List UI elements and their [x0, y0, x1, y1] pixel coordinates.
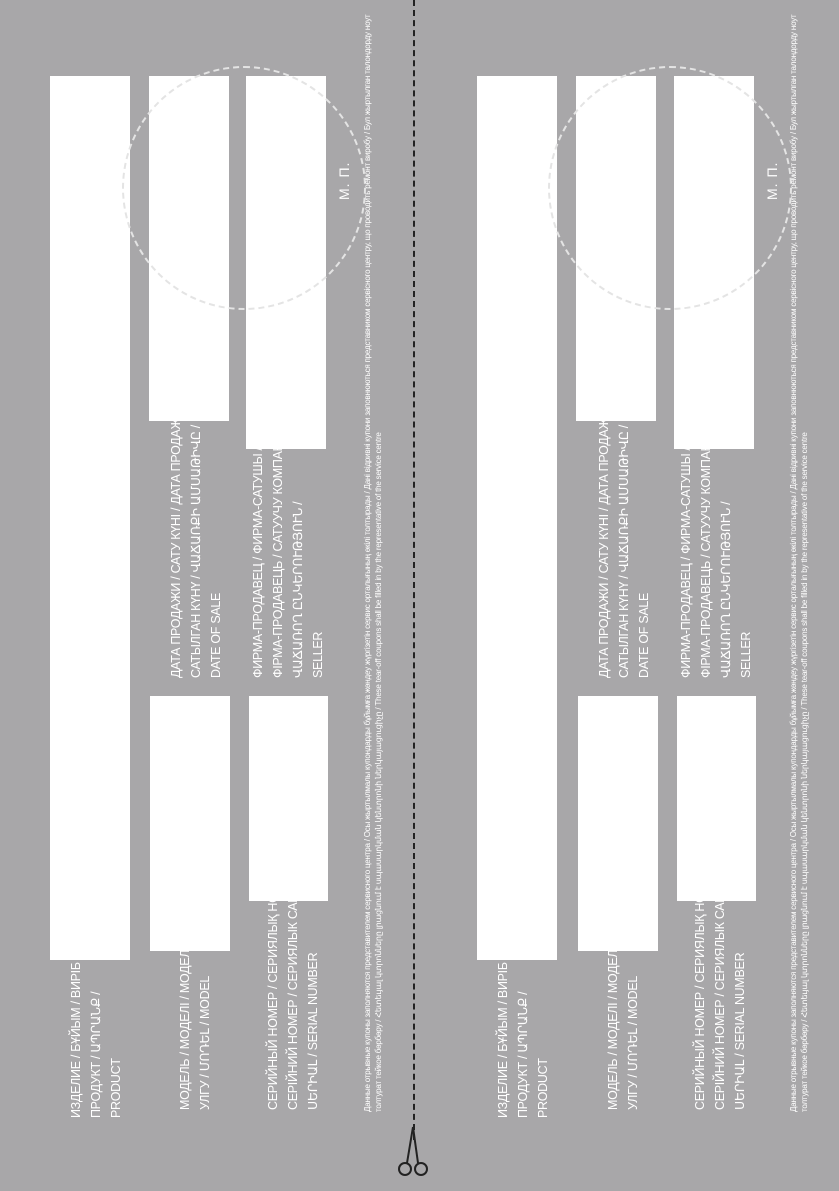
product-field[interactable] — [477, 76, 557, 960]
serial-number-label: СЕРИЙНЫЙ НОМЕР / СЕРИЯЛЫҚ НӨМІРІ / СЕРІЙНИЙ НОМЕР / СЕРИЯЛЫК САНЫ / ՍԵՐԻԱԼ / SERIAL NUMBER — [266, 862, 320, 1110]
stamp-label: М. П. — [336, 161, 352, 200]
model-field[interactable] — [150, 696, 230, 951]
model-label: МОДЕЛЬ / МОДЕЛІ / МОДЕЛЬ / УЛГУ / ՄՈԴԵԼ / MODEL — [606, 935, 640, 1110]
instruction-note: Данные отрывные купоны заполняются представителем сервисного центра / Осы жыртылмалы купондарды бұйымға жөндеу жүргізетін сервис орталығының өкілі толтырады / Дані відривні купони заповнюються представником сервісного центру, що проводить ремонт виробу / Бул жыртылган талондорду ноут толтурат тейкое бөрбөру / Հետեւյալ կտրոնները լրացնում է սպասարկման կենտրոնի ներկայացուցիչը / These tear-off coupons shall be filled in by the representative of the service centre — [363, 14, 383, 1112]
instruction-note: Данные отрывные купоны заполняются представителем сервисного центра / Осы жыртылмалы купондарды бұйымға жөндеу жүргізетін сервис орталығының өкілі толтырады / Дані відривні купони заповнюються представником сервісного центру, що проводить ремонт виробу / Бул жыртылган талондорду ноут толтурат тейкое бөрбөру / Հետեւյալ կտրոնները լրացնում է սպասարկման կենտրոնի ներկայացուցիչը / These tear-off coupons shall be filled in by the representative of the service centre — [789, 14, 809, 1112]
serial-number-label: СЕРИЙНЫЙ НОМЕР / СЕРИЯЛЫҚ НӨМІРІ / СЕРІЙНИЙ НОМЕР / СЕРИЯЛЫК САНЫ / ՍԵՐԻԱԼ / SERIAL NUMBER — [693, 862, 747, 1110]
seller-label: ФИРМА-ПРОДАВЕЦ / ФИРМА-САТУШЫ / ФІРМА-ПРОДАВЕЦЬ / САТУУЧУ КОМПАНИЯ / ՎԱՃԱՌՈՂ ԸՆԿԵՐՈՒԹՅՈՒՆ / SELLER — [679, 418, 753, 678]
model-label: МОДЕЛЬ / МОДЕЛІ / МОДЕЛЬ / УЛГУ / ՄՈԴԵԼ / MODEL — [178, 935, 212, 1110]
model-field[interactable] — [578, 696, 658, 951]
scissors-icon — [395, 1125, 431, 1186]
stamp-label: М. П. — [764, 161, 780, 200]
stamp-circle — [122, 66, 366, 310]
product-label: ИЗДЕЛИЕ / БҰЙЫМ / ВИРІБ / ПРОДУКТ / ԱՊՐԱՆՔ / PRODUCT — [496, 955, 550, 1118]
product-field[interactable] — [50, 76, 130, 960]
cut-line — [413, 0, 415, 1140]
stamp-circle — [548, 66, 792, 310]
date-of-sale-label: ДАТА ПРОДАЖИ / САТУ КҮНІ / ДАТА ПРОДАЖУ / САТЫЛГАН КҮНҮ / ՎԱՃԱՌՔԻ ԱՄՍԱԹԻՎԸ / DATE OF SALE — [169, 404, 223, 678]
date-of-sale-label: ДАТА ПРОДАЖИ / САТУ КҮНІ / ДАТА ПРОДАЖУ / САТЫЛГАН КҮНҮ / ՎԱՃԱՌՔԻ ԱՄՍԱԹԻՎԸ / DATE OF SALE — [597, 404, 651, 678]
seller-label: ФИРМА-ПРОДАВЕЦ / ФИРМА-САТУШЫ / ФІРМА-ПРОДАВЕЦЬ / САТУУЧУ КОМПАНИЯ / ՎԱՃԱՌՈՂ ԸՆԿԵՐՈՒԹՅՈՒՆ / SELLER — [251, 418, 325, 678]
product-label: ИЗДЕЛИЕ / БҰЙЫМ / ВИРІБ / ПРОДУКТ / ԱՊՐԱՆՔ / PRODUCT — [69, 955, 123, 1118]
